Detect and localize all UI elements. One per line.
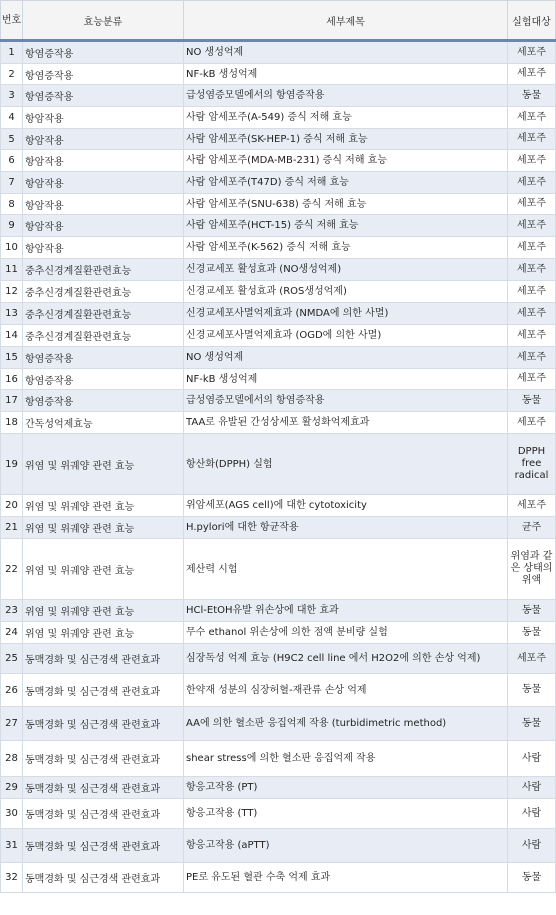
row-title: 사람 암세포주(A-549) 증식 저해 효능: [184, 107, 508, 129]
row-title: H.pylori에 대한 항균작용: [184, 517, 508, 539]
row-title: 신경교세포사멸억제효과 (NMDA에 의한 사멸): [184, 303, 508, 325]
table-row: [1, 799, 556, 829]
row-category: 위염 및 위궤양 관련 효능: [23, 622, 184, 644]
row-category: 위염 및 위궤양 관련 효능: [23, 517, 184, 539]
row-no: 13: [1, 303, 23, 325]
table-row: [1, 129, 556, 150]
row-target: 동물: [508, 390, 556, 412]
row-category: 중추신경계질환관련효능: [23, 325, 184, 347]
row-title: 심장독성 억제 효능 (H9C2 cell line 에서 H2O2에 의한 손상 억제): [184, 644, 508, 674]
row-no: 30: [1, 799, 23, 829]
row-category: 간독성억제효능: [23, 412, 184, 434]
row-title: AA에 의한 혈소판 응집억제 작용 (turbidimetric method): [184, 707, 508, 741]
table-row: [1, 434, 556, 495]
row-no: 16: [1, 369, 23, 390]
table-row: [1, 539, 556, 600]
table-row: [1, 281, 556, 303]
row-target: 동물: [508, 707, 556, 741]
row-no: 3: [1, 85, 23, 107]
row-no: 19: [1, 434, 23, 495]
row-target: 사람: [508, 799, 556, 829]
row-no: 4: [1, 107, 23, 129]
table-row: [1, 707, 556, 741]
row-category: 항암작용: [23, 172, 184, 194]
row-category: 동맥경화 및 심근경색 관련효과: [23, 799, 184, 829]
row-target: 세포주: [508, 325, 556, 347]
row-target: 세포주: [508, 369, 556, 390]
row-target: 세포주: [508, 172, 556, 194]
row-title: 항응고작용 (aPTT): [184, 829, 508, 863]
table-row: [1, 194, 556, 215]
row-no: 7: [1, 172, 23, 194]
table-row: [1, 517, 556, 539]
table-row: [1, 85, 556, 107]
row-target: 동물: [508, 85, 556, 107]
row-no: 31: [1, 829, 23, 863]
table-row: [1, 412, 556, 434]
row-title: PE로 유도된 혈관 수축 억제 효과: [184, 863, 508, 893]
row-title: 사람 암세포주(SNU-638) 증식 저해 효능: [184, 194, 508, 215]
row-no: 32: [1, 863, 23, 893]
row-title: 급성염증모델에서의 항염증작용: [184, 390, 508, 412]
row-category: 위염 및 위궤양 관련 효능: [23, 434, 184, 495]
row-no: 2: [1, 64, 23, 85]
table-row: [1, 622, 556, 644]
row-category: 항염증작용: [23, 390, 184, 412]
row-title: 사람 암세포주(HCT-15) 증식 저해 효능: [184, 215, 508, 237]
table-row: [1, 303, 556, 325]
table-row: [1, 390, 556, 412]
row-no: 8: [1, 194, 23, 215]
row-no: 5: [1, 129, 23, 150]
table-row: [1, 150, 556, 172]
row-target: 세포주: [508, 129, 556, 150]
row-category: 동맥경화 및 심근경색 관련효과: [23, 777, 184, 799]
row-title: HCl-EtOH유발 위손상에 대한 효과: [184, 600, 508, 622]
table-row: [1, 600, 556, 622]
row-category: 동맥경화 및 심근경색 관련효과: [23, 674, 184, 707]
row-title: 사람 암세포주(T47D) 증식 저해 효능: [184, 172, 508, 194]
row-target: 사람: [508, 777, 556, 799]
row-no: 18: [1, 412, 23, 434]
row-target: 세포주: [508, 281, 556, 303]
row-no: 22: [1, 539, 23, 600]
row-title: NF-kB 생성억제: [184, 64, 508, 85]
row-title: 제산력 시험: [184, 539, 508, 600]
table-row: [1, 237, 556, 259]
row-no: 6: [1, 150, 23, 172]
row-title: 항산화(DPPH) 실험: [184, 434, 508, 495]
header-target: 실험대상: [508, 1, 556, 41]
row-title: NF-kB 생성억제: [184, 369, 508, 390]
row-title: 한약재 성분의 심장허혈-재관류 손상 억제: [184, 674, 508, 707]
table-body: [1, 41, 556, 893]
row-no: 10: [1, 237, 23, 259]
row-target: 세포주: [508, 64, 556, 85]
row-target: 위염과 같은 상태의 위액: [508, 539, 556, 600]
row-target: 세포주: [508, 495, 556, 517]
row-target: 균주: [508, 517, 556, 539]
table-row: [1, 644, 556, 674]
row-no: 9: [1, 215, 23, 237]
row-category: 동맥경화 및 심근경색 관련효과: [23, 863, 184, 893]
row-target: 사람: [508, 741, 556, 777]
row-target: 사람: [508, 829, 556, 863]
table-row: [1, 64, 556, 85]
row-no: 21: [1, 517, 23, 539]
table-row: [1, 777, 556, 799]
table-row: [1, 107, 556, 129]
row-category: 항염증작용: [23, 369, 184, 390]
header-category: 효능분류: [23, 1, 184, 41]
table-row: [1, 369, 556, 390]
row-category: 항암작용: [23, 194, 184, 215]
row-no: 14: [1, 325, 23, 347]
header-title: 세부제목: [184, 1, 508, 41]
row-target: 세포주: [508, 303, 556, 325]
row-category: 항염증작용: [23, 64, 184, 85]
table-row: [1, 41, 556, 64]
table-row: [1, 325, 556, 347]
row-no: 17: [1, 390, 23, 412]
row-title: 위암세포(AGS cell)에 대한 cytotoxicity: [184, 495, 508, 517]
table-header: [1, 1, 556, 41]
row-category: 동맥경화 및 심근경색 관련효과: [23, 707, 184, 741]
row-target: 동물: [508, 600, 556, 622]
row-target: 세포주: [508, 259, 556, 281]
row-target: 세포주: [508, 107, 556, 129]
header-no: 번호: [1, 1, 23, 41]
table-row: [1, 215, 556, 237]
row-target: 세포주: [508, 412, 556, 434]
row-no: 15: [1, 347, 23, 369]
row-target: 세포주: [508, 41, 556, 64]
row-title: 신경교세포 활성효과 (NO생성억제): [184, 259, 508, 281]
row-category: 항염증작용: [23, 347, 184, 369]
table-row: [1, 495, 556, 517]
row-title: 급성염증모델에서의 항염증작용: [184, 85, 508, 107]
table-row: [1, 741, 556, 777]
row-no: 26: [1, 674, 23, 707]
row-title: 사람 암세포주(MDA-MB-231) 증식 저해 효능: [184, 150, 508, 172]
row-target: 세포주: [508, 150, 556, 172]
row-title: 신경교세포 활성효과 (ROS생성억제): [184, 281, 508, 303]
row-title: NO 생성억제: [184, 347, 508, 369]
row-no: 29: [1, 777, 23, 799]
row-category: 동맥경화 및 심근경색 관련효과: [23, 829, 184, 863]
row-no: 24: [1, 622, 23, 644]
row-target: 세포주: [508, 215, 556, 237]
row-title: shear stress에 의한 혈소판 응집억제 작용: [184, 741, 508, 777]
table-row: [1, 829, 556, 863]
header-row: [1, 1, 556, 41]
row-title: 신경교세포사멸억제효과 (OGD에 의한 사멸): [184, 325, 508, 347]
row-category: 동맥경화 및 심근경색 관련효과: [23, 644, 184, 674]
row-no: 1: [1, 41, 23, 64]
row-no: 27: [1, 707, 23, 741]
row-target: 세포주: [508, 237, 556, 259]
row-category: 위염 및 위궤양 관련 효능: [23, 495, 184, 517]
row-title: TAA로 유발된 간성상세포 활성화억제효과: [184, 412, 508, 434]
row-target: 동물: [508, 622, 556, 644]
row-category: 동맥경화 및 심근경색 관련효과: [23, 741, 184, 777]
row-category: 항염증작용: [23, 85, 184, 107]
row-category: 항암작용: [23, 129, 184, 150]
table-row: [1, 259, 556, 281]
row-no: 12: [1, 281, 23, 303]
row-no: 11: [1, 259, 23, 281]
row-target: 세포주: [508, 347, 556, 369]
table-row: [1, 863, 556, 893]
row-category: 항암작용: [23, 215, 184, 237]
row-category: 항염증작용: [23, 41, 184, 64]
row-category: 항암작용: [23, 150, 184, 172]
row-title: 사람 암세포주(SK-HEP-1) 증식 저해 효능: [184, 129, 508, 150]
row-no: 28: [1, 741, 23, 777]
row-title: 무수 ethanol 위손상에 의한 점액 분비량 실험: [184, 622, 508, 644]
row-no: 23: [1, 600, 23, 622]
row-category: 항암작용: [23, 237, 184, 259]
row-category: 위염 및 위궤양 관련 효능: [23, 600, 184, 622]
row-no: 20: [1, 495, 23, 517]
row-category: 중추신경계질환관련효능: [23, 303, 184, 325]
row-title: 항응고작용 (PT): [184, 777, 508, 799]
row-no: 25: [1, 644, 23, 674]
table-row: [1, 674, 556, 707]
table-row: [1, 347, 556, 369]
row-target: 세포주: [508, 194, 556, 215]
row-target: 동물: [508, 863, 556, 893]
row-target: DPPH free radical: [508, 434, 556, 495]
row-target: 동물: [508, 674, 556, 707]
row-category: 중추신경계질환관련효능: [23, 259, 184, 281]
row-target: 세포주: [508, 644, 556, 674]
row-category: 위염 및 위궤양 관련 효능: [23, 539, 184, 600]
row-title: 항응고작용 (TT): [184, 799, 508, 829]
table-row: [1, 172, 556, 194]
row-category: 항암작용: [23, 107, 184, 129]
row-title: 사람 암세포주(K-562) 증식 저해 효능: [184, 237, 508, 259]
row-category: 중추신경계질환관련효능: [23, 281, 184, 303]
row-title: NO 생성억제: [184, 41, 508, 64]
